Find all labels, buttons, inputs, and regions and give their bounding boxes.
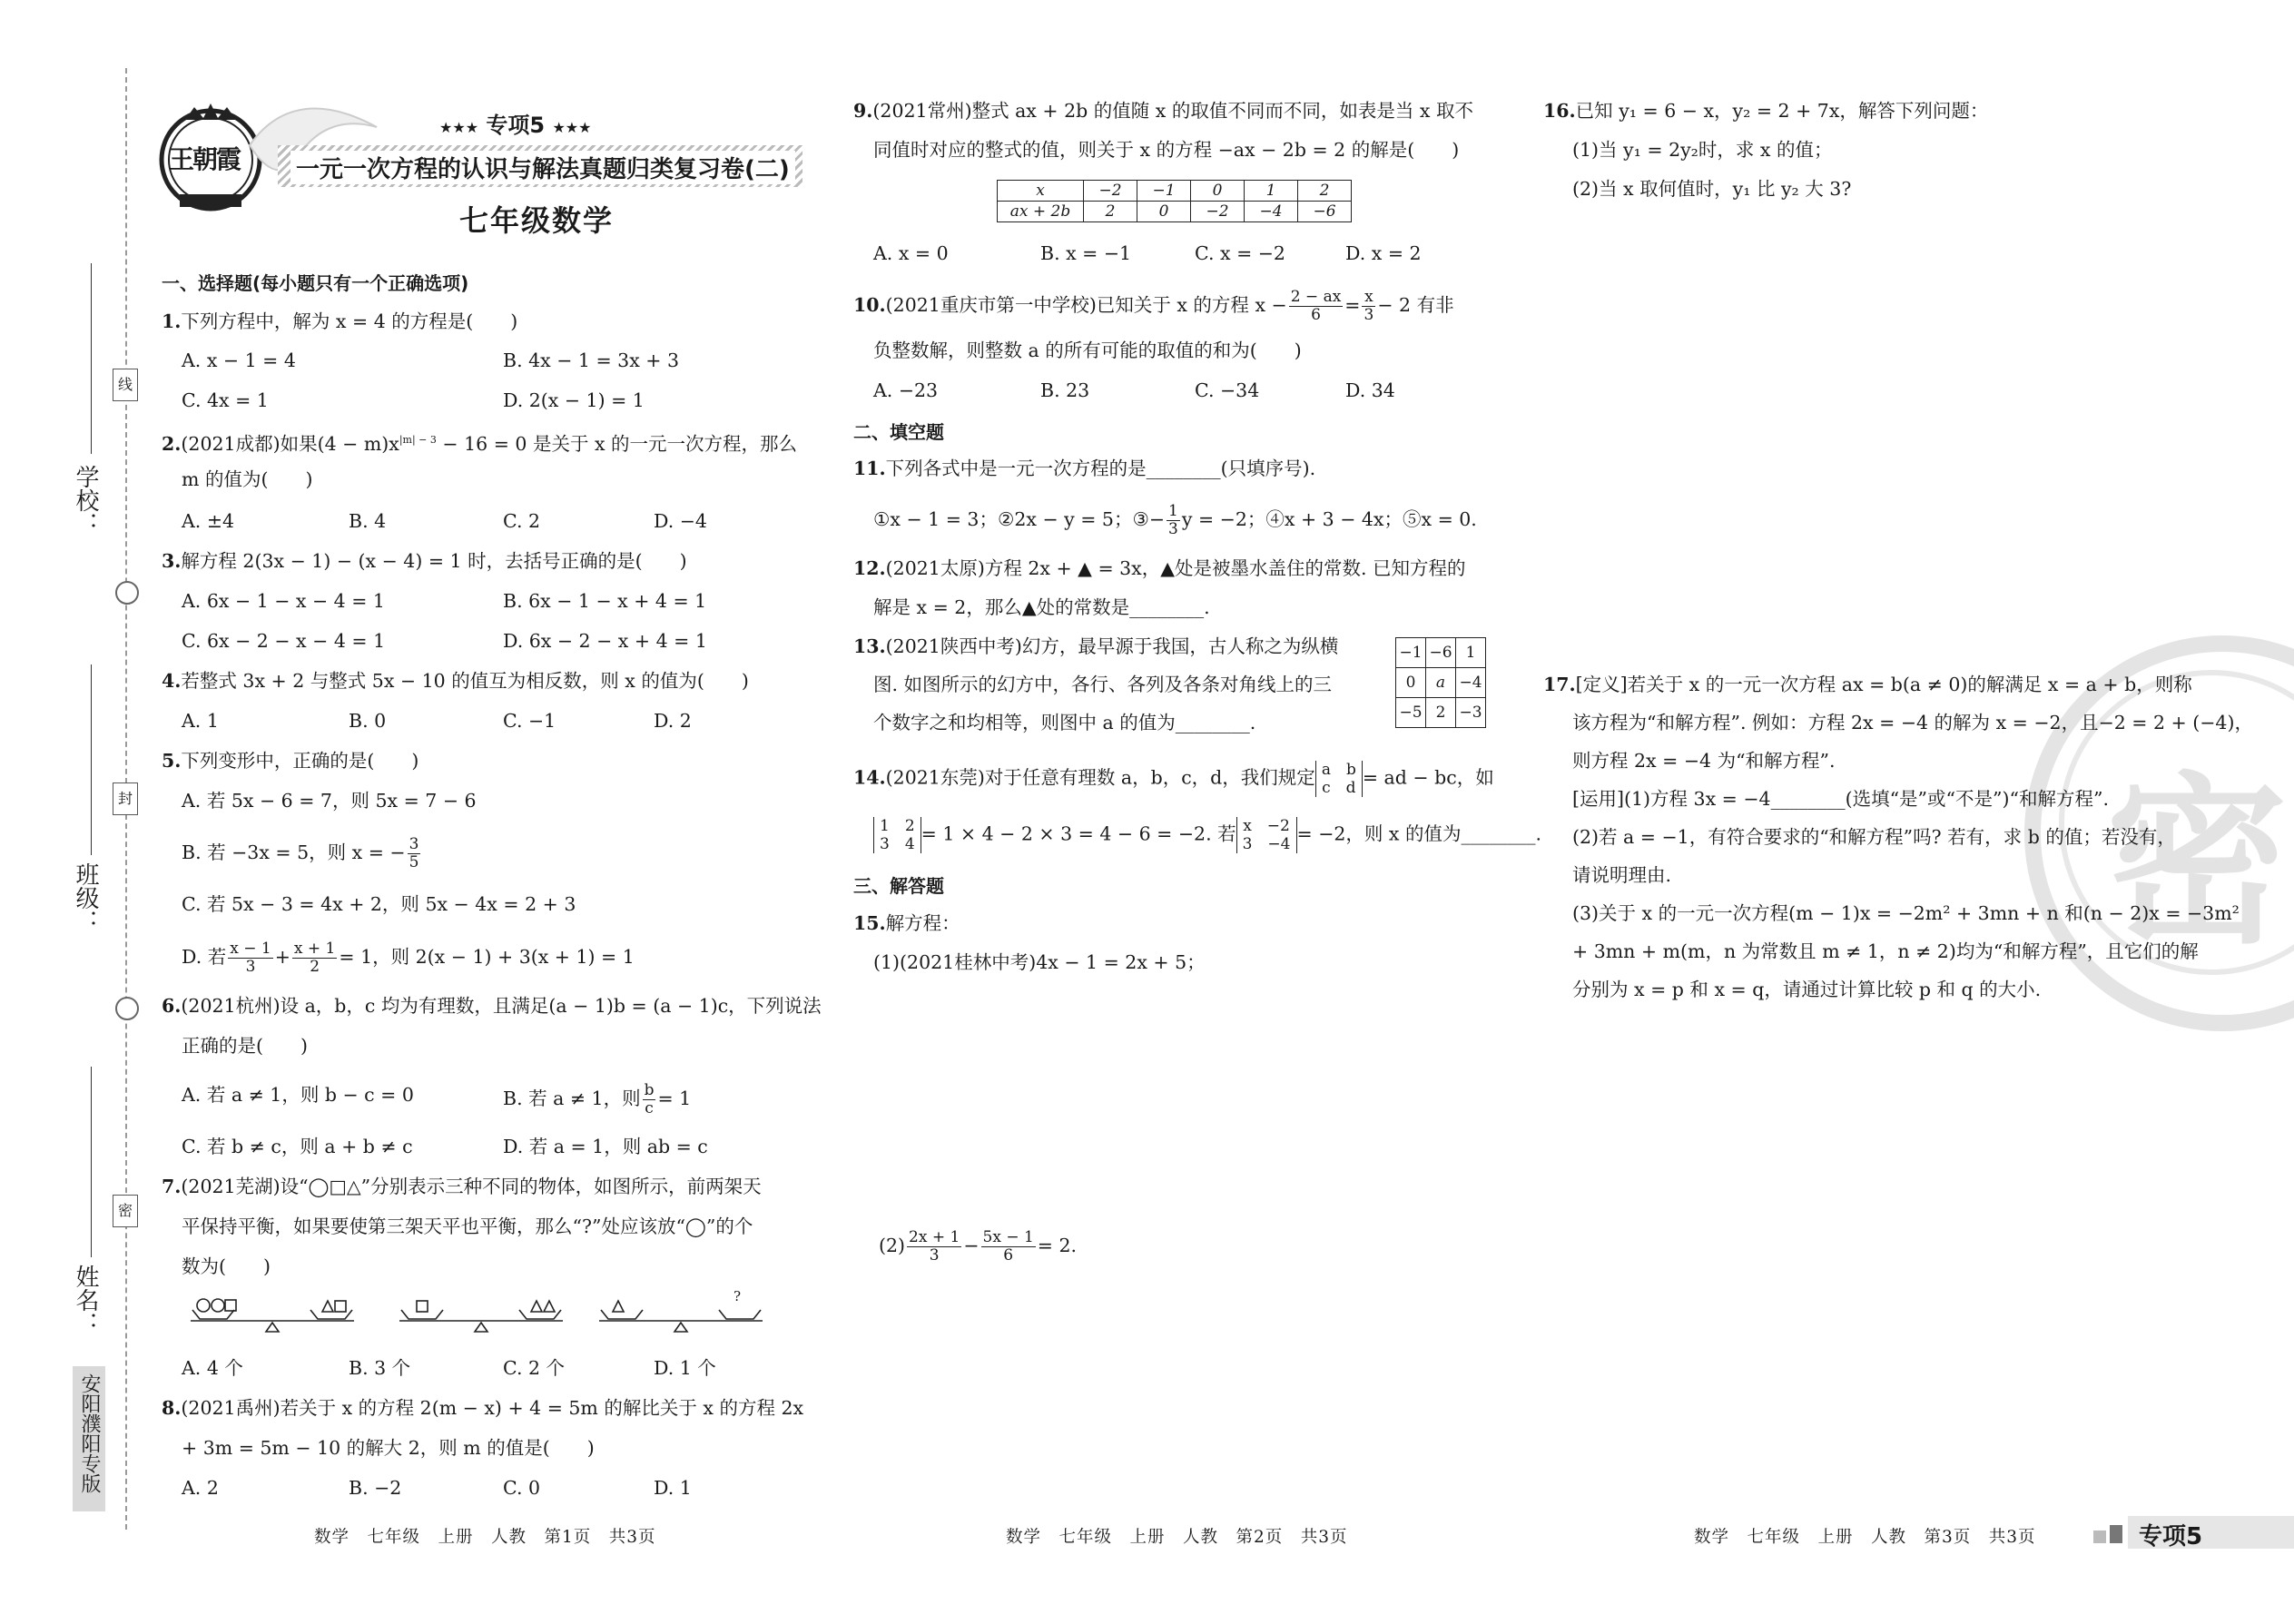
grid-cell: a [1426,668,1456,698]
grid-cell: 2 [1426,698,1456,728]
stars-right: ★★★ [552,119,592,136]
q6-stem-2: 正确的是( ) [182,1035,308,1057]
table-row [998,181,1352,202]
q6b-text: B. 若 a ≠ 1，则 [503,1088,641,1109]
q13-stem [853,634,1338,659]
table-cell: 2 [1084,202,1137,222]
q8-option-d[interactable]: D. 1 [654,1477,692,1499]
q1-option-b[interactable]: B. 4x − 1 = 3x + 3 [503,349,680,371]
q5-option-b[interactable] [182,836,422,871]
q4-option-d[interactable]: D. 2 [654,710,692,732]
tab-decoration [2110,1525,2122,1543]
q7-stem-2: 平保持平衡，如果要使第三架天平也平衡，那么“?”处应该放“◯”的个 [182,1216,753,1237]
fraction-numerator: 2x + 1 [909,1228,960,1246]
q11-stem [853,456,1315,481]
footer-page-1: 数学 七年级 上册 人教 第1页 共3页 [314,1528,656,1547]
q7-text: (2021芜湖)设“◯□△”分别表示三种不同的物体，如图所示，前两架天 [181,1176,762,1197]
q11-options [873,503,1477,538]
q2-num: 2. [162,432,182,455]
q12-text: (2021太原)方程 2x + ▲ = 3x，▲处是被墨水盖住的常数. 已知方程的 [885,557,1466,579]
fraction-numerator: b [644,1081,655,1099]
school-label: 学校： [72,465,99,536]
grid-cell: −1 [1396,638,1426,668]
table-cell: −4 [1245,202,1298,222]
q5d-text-post: = 1，则 2(x − 1) + 3(x + 1) = 1 [339,946,635,968]
q10-fraction-2 [1362,289,1375,324]
school-blank[interactable] [91,263,92,454]
q4-stem [162,668,749,694]
q6-option-c[interactable]: C. 若 b ≠ c，则 a + b ≠ c [182,1136,413,1157]
q4-option-b[interactable]: B. 0 [349,710,387,732]
q14-text-mid: = 1 × 4 − 2 × 3 = 4 − 6 = −2. 若 [921,822,1236,845]
fraction-numerator: x + 1 [293,940,336,958]
q16-part2: (2)当 x 取何值时，y₁ 比 y₂ 大 3? [1572,178,1852,200]
q9-option-d[interactable]: D. x = 2 [1345,242,1422,264]
table-cell: −6 [1298,202,1352,222]
q8-stem [162,1395,803,1421]
q4-option-c[interactable]: C. −1 [503,710,556,732]
fraction-numerator: 1 [1168,502,1178,520]
section-answer: 三、解答题 [853,875,944,897]
q7-option-b[interactable]: B. 3 个 [349,1357,411,1379]
q14-determinant-x [1236,817,1297,853]
determinant-row: 1 2 [880,817,915,835]
fraction-denominator: 5 [409,853,419,871]
q2-option-a[interactable]: A. ±4 [182,510,235,532]
q9-text: (2021常州)整式 ax + 2b 的值随 x 的取值不同而不同，如表是当 x 取不 [872,100,1473,122]
fraction-numerator: 5x − 1 [982,1228,1034,1246]
q4-option-a[interactable]: A. 1 [182,710,219,732]
q17-stem [1543,672,2192,697]
binding-hole [115,581,139,605]
fraction-denominator: c [645,1099,654,1117]
q10-option-c[interactable]: C. −34 [1195,379,1260,401]
paper-title: 一元一次方程的认识与解法真题归类复习卷(二) [290,151,795,184]
q13-num: 13. [853,635,886,657]
q7-stem-3: 数为( ) [182,1255,271,1277]
table-row [1396,638,1486,668]
q17-line-5: (2)若 a = −1，有符合要求的“和解方程”吗? 若有，求 b 的值；若没有， [1572,826,2176,848]
edition-badge [73,1366,105,1511]
table-cell: x [998,181,1084,202]
q15-part2-label: (2) [879,1235,906,1256]
q8-num: 8. [162,1397,182,1419]
q12-stem-2: 解是 x = 2，那么▲处的常数是________. [873,596,1210,618]
fraction-numerator: x − 1 [230,940,271,958]
q5-option-c[interactable]: C. 若 5x − 3 = 4x + 2，则 5x − 4x = 2 + 3 [182,893,576,915]
q5d-fraction-2 [292,940,337,976]
footer-page-2: 数学 七年级 上册 人教 第2页 共3页 [1006,1528,1348,1547]
logo-text: 王朝霞 [169,144,241,174]
q17-line-8: + 3mn + m(m，n 为常数且 m ≠ 1，n ≠ 2)均为“和解方程”，且它们的解 [1572,940,2199,962]
q14-determinant-example [873,817,921,853]
fraction-numerator: 2 − ax [1290,288,1342,306]
q17-num: 17. [1543,674,1576,695]
q14-text-post: = ad − bc，如 [1362,766,1494,789]
q17-text: [定义]若关于 x 的一元一次方程 ax = b(a ≠ 0)的解满足 x = a + b，则称 [1575,674,2192,695]
q2-option-c[interactable]: C. 2 [503,510,541,532]
q9-option-a[interactable]: A. x = 0 [873,242,949,264]
watermark-seal-glyph: 密 [2106,757,2289,969]
q7-option-d[interactable]: D. 1 个 [654,1357,716,1379]
q11-options-text-post: y = −2；④x + 3 − 4x；⑤x = 0. [1181,508,1477,530]
determinant-row: 3 −4 [1242,835,1291,853]
q3-stem [162,548,687,574]
q1-option-a[interactable]: A. x − 1 = 4 [182,349,296,371]
q11-options-text: ①x − 1 = 3；②2x − y = 5；③− [873,508,1166,530]
q2-exponent: |m| − 3 [399,434,437,446]
q9-num: 9. [853,100,873,122]
fraction-denominator: 3 [245,958,256,976]
grid-cell: 1 [1456,638,1486,668]
fraction-denominator: 3 [929,1246,940,1265]
q6-option-d[interactable]: D. 若 a = 1，则 ab = c [503,1136,708,1157]
q10-text: (2021重庆市第一中学校)已知关于 x 的方程 x − [885,294,1287,316]
q10-stem-2: 负整数解，则整数 a 的所有可能的取值的和为( ) [873,340,1302,361]
determinant-row: x −2 [1243,817,1290,835]
table-cell: ax + 2b [998,202,1084,222]
q8-option-a[interactable]: A. 2 [182,1477,219,1499]
q7-option-a[interactable]: A. 4 个 [182,1357,243,1379]
title-banner [278,145,802,187]
series-label: 专项5 [486,113,546,138]
table-cell: 0 [1191,181,1245,202]
q15-text: 解方程： [885,912,960,934]
q6b-fraction [643,1082,656,1117]
q6-option-a[interactable]: A. 若 a ≠ 1，则 b − c = 0 [182,1084,414,1106]
binding-hole [115,997,139,1020]
q1-text: 下列方程中，解为 x = 4 的方程是( ) [181,310,518,332]
q6-stem [162,993,822,1019]
q16-stem [1543,98,1988,123]
q15-part1-answer-area[interactable] [873,977,1500,1204]
table-cell: −1 [1137,181,1191,202]
table-cell: −2 [1084,181,1137,202]
q5-option-d[interactable] [182,940,635,976]
q15-part2-text: = 2. [1037,1235,1078,1256]
table-cell: 1 [1245,181,1298,202]
q4-num: 4. [162,670,182,692]
table-cell: 2 [1298,181,1352,202]
table-cell: 0 [1137,202,1191,222]
q7-num: 7. [162,1176,182,1197]
q3-num: 3. [162,550,182,572]
q14-stem-2 [873,817,1541,853]
q9-option-c[interactable]: C. x = −2 [1195,242,1285,264]
q14-stem [853,761,1494,797]
q5-stem [162,748,418,773]
q6b-text-post: = 1 [657,1088,692,1109]
q3-option-a[interactable]: A. 6x − 1 − x − 4 = 1 [182,590,385,612]
plus-sign: + [274,946,290,968]
q5-num: 5. [162,750,182,772]
q15-part2 [879,1229,1077,1265]
stars-left: ★★★ [439,119,479,136]
name-label: 姓名： [72,1265,99,1335]
grid-cell: −3 [1456,698,1486,728]
binding-mark-secret: 密 [113,1195,138,1227]
q13-stem-3: 个数字之和均相等，则图中 a 的值为________. [873,712,1256,733]
q3-option-b[interactable]: B. 6x − 1 − x + 4 = 1 [503,590,707,612]
determinant-row: 3 4 [880,835,915,853]
q2-option-b[interactable]: B. 4 [349,510,387,532]
q13-text: (2021陕西中考)幻方，最早源于我国，古人称之为纵横 [885,635,1339,657]
footer-page-3: 数学 七年级 上册 人教 第3页 共3页 [1694,1528,2036,1547]
q5d-fraction-1 [228,940,272,976]
class-label: 班级： [72,862,99,933]
q10-fraction-1 [1289,289,1344,324]
page-tab-label: 专项5 [2139,1523,2203,1550]
q17-line-6: 请说明理由. [1572,864,1672,886]
table-row [1396,668,1486,698]
name-blank[interactable] [91,1067,92,1257]
q17-line-3: 则方程 2x = −4 为“和解方程”. [1572,750,1836,772]
q8-text: (2021禹州)若关于 x 的方程 2(m − x) + 4 = 5m 的解比关于 x 的方程 2x [181,1397,804,1419]
q2-stem [162,428,797,457]
fraction-numerator: 3 [409,835,419,853]
q5b-fraction [408,836,421,871]
q11-text: 下列各式中是一元一次方程的是________(只填序号). [885,458,1316,479]
minus-sign: − [963,1235,980,1256]
q11-num: 11. [853,458,886,479]
equals-sign: = [1344,294,1361,316]
q1-stem [162,309,517,334]
q3-text: 解方程 2(3x − 1) − (x − 4) = 1 时，去括号正确的是( ) [181,550,687,572]
q17-line-2: 该方程为“和解方程”. 例如：方程 2x = −4 的解为 x = −2，且−2 = 2 + (−4)， [1572,712,2253,733]
q8-stem-2: + 3m = 5m − 10 的解大 2，则 m 的值是( ) [182,1437,595,1459]
q10-text-post: − 2 有非 [1377,294,1454,316]
grid-cell: −5 [1396,698,1426,728]
section-fill-blank: 二、填空题 [853,421,944,443]
q1-option-d[interactable]: D. 2(x − 1) = 1 [503,389,645,411]
q15-part2-answer-area[interactable] [873,1280,1500,1498]
q15-fraction-1 [907,1229,961,1265]
q7-option-c[interactable]: C. 2 个 [503,1357,566,1379]
fraction-denominator: 3 [1364,306,1374,324]
q3-option-c[interactable]: C. 6x − 2 − x − 4 = 1 [182,630,386,652]
header-series [439,107,591,139]
q6-text: (2021杭州)设 a，b，c 均为有理数，且满足(a − 1)b = (a − 1)c，下列说法 [181,995,822,1017]
q2-text-b: − 16 = 0 是关于 x 的一元一次方程，那么 [436,432,798,455]
balance-scales-figure [191,1288,808,1339]
binding-mark-line: 线 [113,369,138,401]
q10-option-b[interactable]: B. 23 [1040,379,1090,401]
q9-option-b[interactable]: B. x = −1 [1040,242,1132,264]
fraction-denominator: 6 [1311,306,1321,324]
q15-fraction-2 [981,1229,1036,1265]
q5b-text: B. 若 −3x = 5，则 x = − [182,842,406,863]
subject-title: 七年级数学 [459,203,615,238]
grid-cell: −6 [1426,638,1456,668]
q16-part1: (1)当 y₁ = 2y₂时，求 x 的值； [1572,139,1833,161]
q17-line-9: 分别为 x = p 和 x = q，请通过计算比较 p 和 q 的大小. [1572,979,2042,1000]
q5d-text: D. 若 [182,946,227,968]
q2-text-a: (2021成都)如果(4 − m)x [181,432,399,455]
fraction-numerator: x [1362,289,1375,307]
q12-stem [853,556,1466,581]
q14-text-end: = −2，则 x 的值为________. [1296,822,1542,845]
q4-text: 若整式 3x + 2 与整式 5x − 10 的值互为相反数，则 x 的值为( ) [181,670,749,692]
q1-option-c[interactable]: C. 4x = 1 [182,389,269,411]
q1-num: 1. [162,310,182,332]
binding-mark-seal: 封 [113,782,138,815]
q5-text: 下列变形中，正确的是( ) [181,750,419,772]
q8-option-b[interactable]: B. −2 [349,1477,402,1499]
q10-stem [853,289,1454,324]
table-row [998,202,1352,222]
q15-stem [853,910,960,936]
q2-option-d[interactable]: D. −4 [654,510,707,532]
q13-stem-2: 图. 如图所示的幻方中，各行、各列及各条对角线上的三 [873,674,1333,695]
q14-num: 14. [853,766,886,789]
q16-num: 16. [1543,100,1576,122]
q9-stem [853,98,1473,123]
q9-stem-2: 同值时对应的整式的值，则关于 x 的方程 −ax − 2b = 2 的解是( ) [873,139,1460,161]
class-blank[interactable] [91,664,92,855]
magic-square-grid [1395,637,1486,728]
grid-cell: 0 [1396,668,1426,698]
fraction-denominator: 3 [1168,520,1178,538]
table-row [1396,698,1486,728]
q16-answer-area[interactable] [1572,218,2226,654]
determinant-row: a b [1321,761,1356,779]
q15-part1: (1)(2021桂林中考)4x − 1 = 2x + 5； [873,951,1206,973]
table-cell: −2 [1191,202,1245,222]
fraction-denominator: 6 [1003,1246,1014,1265]
q9-value-table [997,180,1352,222]
q7-stem [162,1174,762,1199]
q10-num: 10. [853,294,886,316]
q3-option-d[interactable]: D. 6x − 2 − x + 4 = 1 [503,630,707,652]
q6-num: 6. [162,995,182,1017]
page-tab [2128,1516,2294,1549]
determinant-row: c d [1322,779,1356,797]
q17-line-4: [运用](1)方程 3x = −4________(选填“是”或“不是”)“和解方程”. [1572,788,2109,810]
q11-fraction [1167,503,1180,538]
tab-decoration [2093,1530,2106,1543]
q16-text: 已知 y₁ = 6 − x，y₂ = 2 + 7x，解答下列问题： [1575,100,1989,122]
q2-stem-2: m 的值为( ) [182,468,313,490]
q17-line-7: (3)关于 x 的一元一次方程(m − 1)x = −2m² + 3mn + n 和(n − 2)x = −3m² [1572,902,2240,924]
q10-option-a[interactable]: A. −23 [873,379,939,401]
q14-text: (2021东莞)对于任意有理数 a，b，c，d，我们规定 [885,766,1315,789]
q15-num: 15. [853,912,886,934]
edition-text: 安阳濮阳专版 [78,1373,101,1493]
q12-num: 12. [853,557,886,579]
grid-cell: −4 [1456,668,1486,698]
q6-option-b[interactable] [503,1082,691,1117]
fraction-denominator: 2 [310,958,320,976]
question-mark: ? [733,1288,742,1304]
q5-option-a[interactable]: A. 若 5x − 6 = 7，则 5x = 7 − 6 [182,790,477,812]
q14-determinant-def [1315,761,1363,797]
q17-answer-area[interactable] [1572,1017,2226,1489]
section-choice: 一、选择题(每小题只有一个正确选项) [162,272,469,294]
q10-option-d[interactable]: D. 34 [1345,379,1395,401]
q8-option-c[interactable]: C. 0 [503,1477,541,1499]
